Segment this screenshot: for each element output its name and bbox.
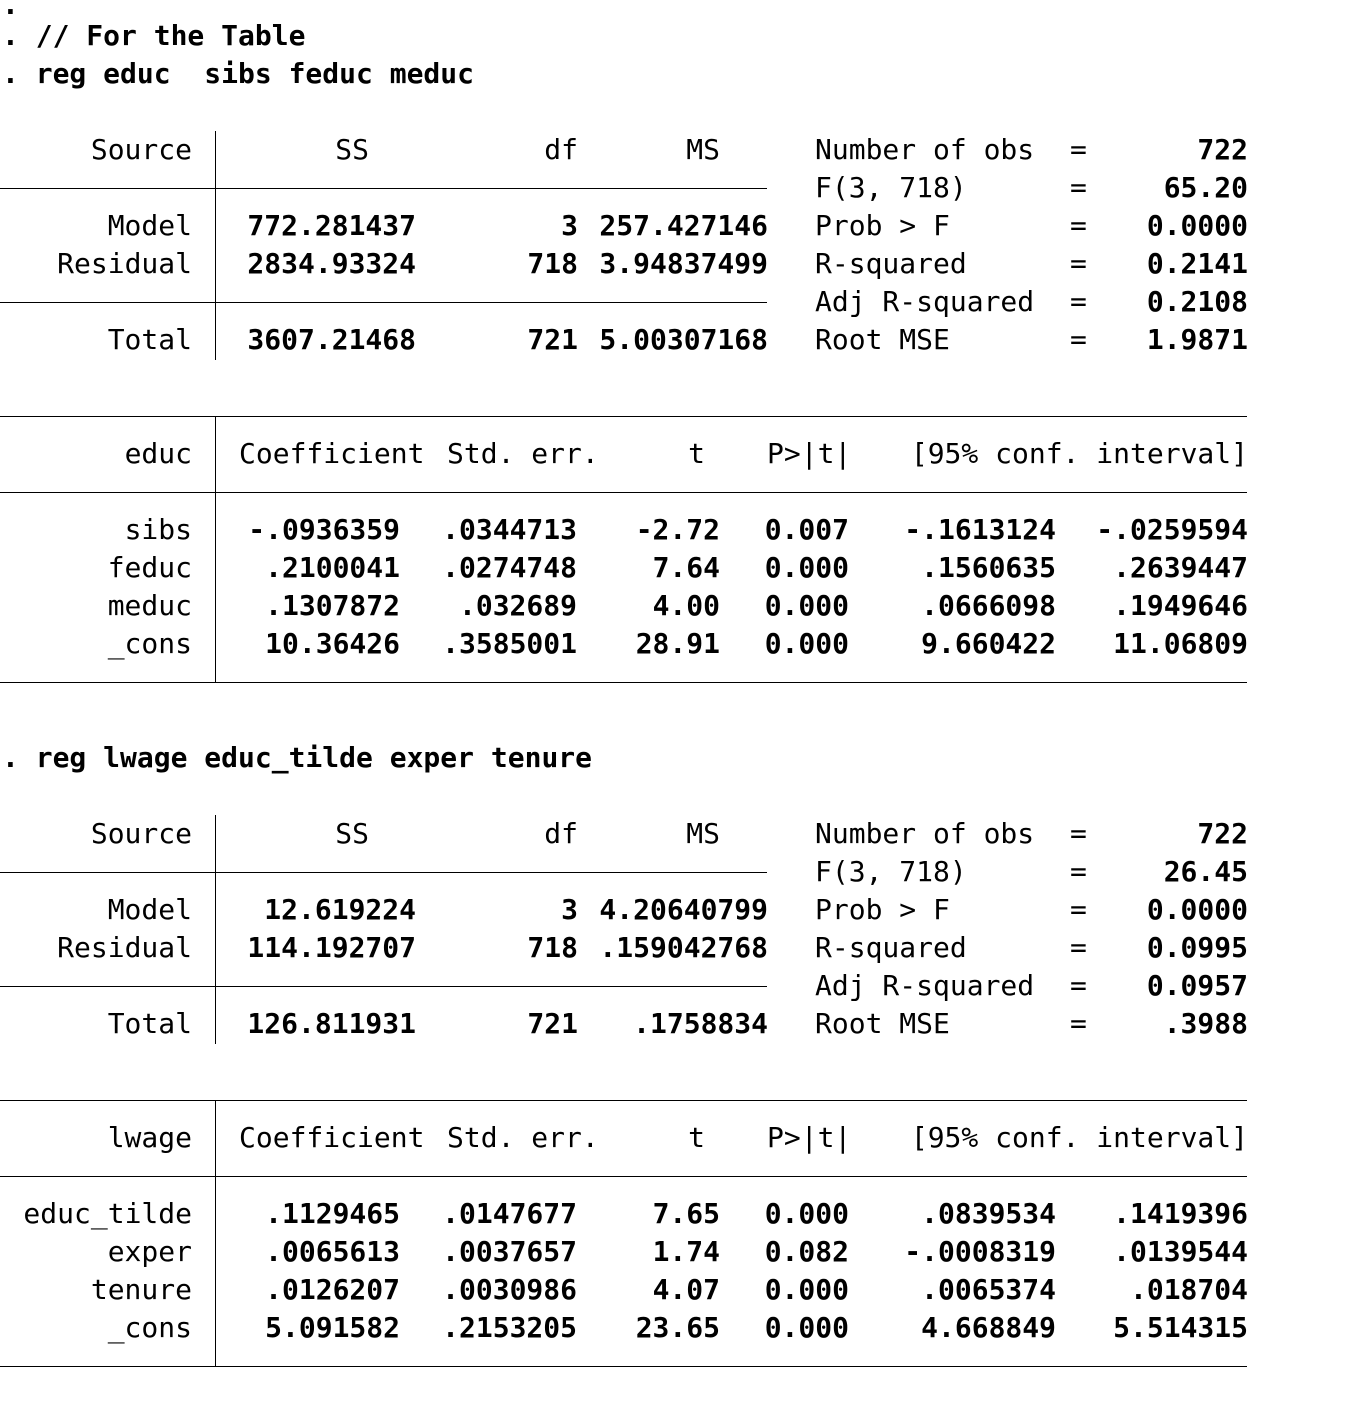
- anova-row-ss: 114.192707: [247, 931, 416, 964]
- anova-row-ms: 4.20640799: [599, 893, 768, 926]
- stat-value: 722: [1197, 133, 1248, 166]
- coef-header-std-err: Std. err.: [447, 437, 599, 470]
- coef-header-depvar: educ: [124, 437, 192, 470]
- coef-row-ci-low: .0839534: [921, 1197, 1056, 1230]
- stat-value: 0.2108: [1146, 285, 1248, 318]
- stat-label: Root MSE: [815, 323, 950, 356]
- coef-row-coefficient: 5.091582: [265, 1311, 400, 1344]
- anova-row-ms: .1758834: [633, 1007, 768, 1040]
- anova-row-ms: 5.00307168: [599, 323, 768, 356]
- coef-row-ci-high: 11.06809: [1113, 627, 1248, 660]
- anova-vertical-divider: [215, 815, 216, 1044]
- coef-header-coefficient: Coefficient: [239, 437, 425, 470]
- coef-header-coefficient: Coefficient: [239, 1121, 425, 1154]
- command-prompt-dot: .: [2, 0, 19, 21]
- stat-label: Number of obs: [815, 817, 1035, 850]
- coef-row-ci-high: .2639447: [1113, 551, 1248, 584]
- stat-equals: =: [1070, 323, 1087, 356]
- coef-row-ci-low: .0666098: [921, 589, 1056, 622]
- anova-row-label: Model: [107, 209, 192, 242]
- anova-row-ms: 257.427146: [599, 209, 768, 242]
- coef-row-p: 0.000: [764, 1197, 849, 1230]
- coef-row-std-err: .0037657: [442, 1235, 577, 1268]
- anova-row-df: 718: [527, 931, 578, 964]
- coef-header-p: P>|t|: [767, 1121, 852, 1154]
- stat-value: 1.9871: [1146, 323, 1248, 356]
- coef-row-ci-low: -.0008319: [904, 1235, 1056, 1268]
- coef-row-ci-low: .0065374: [921, 1273, 1056, 1306]
- stat-equals: =: [1070, 817, 1087, 850]
- stat-value: 26.45: [1163, 855, 1248, 888]
- anova-header-ms: MS: [686, 817, 720, 850]
- stat-value: 0.0000: [1146, 893, 1248, 926]
- coef-header-depvar: lwage: [107, 1121, 192, 1154]
- command-reg-lwage: . reg lwage educ_tilde exper tenure: [2, 741, 593, 774]
- stat-value: 722: [1197, 817, 1248, 850]
- coef-row-std-err: .032689: [458, 589, 577, 622]
- anova-header-ss: SS: [335, 817, 369, 850]
- stat-equals: =: [1070, 209, 1087, 242]
- anova-row-ss: 3607.21468: [247, 323, 416, 356]
- coef-row-t: 4.00: [652, 589, 720, 622]
- coef-top-rule: [0, 1100, 1247, 1101]
- anova-header-rule: [0, 872, 767, 873]
- stat-label: Adj R-squared: [815, 969, 1035, 1002]
- coef-header-t: t: [688, 437, 705, 470]
- coef-row-coefficient: 10.36426: [265, 627, 400, 660]
- stat-equals: =: [1070, 969, 1087, 1002]
- anova-row-df: 721: [527, 1007, 578, 1040]
- anova-total-rule: [0, 302, 767, 303]
- coef-row-coefficient: .1307872: [265, 589, 400, 622]
- coef-vertical-divider: [215, 416, 216, 683]
- coef-row-std-err: .0274748: [442, 551, 577, 584]
- coef-row-t: 28.91: [635, 627, 720, 660]
- coef-row-p: 0.000: [764, 1311, 849, 1344]
- coef-bottom-rule: [0, 1366, 1247, 1367]
- coef-row-p: 0.000: [764, 1273, 849, 1306]
- coef-header-ci: [95% conf. interval]: [910, 1121, 1248, 1154]
- anova-header-df: df: [544, 817, 578, 850]
- stat-label: Prob > F: [815, 893, 950, 926]
- coef-row-coefficient: .0126207: [265, 1273, 400, 1306]
- anova-row-label: Residual: [57, 247, 192, 280]
- stat-equals: =: [1070, 855, 1087, 888]
- coef-row-p: 0.000: [764, 627, 849, 660]
- coef-row-var: sibs: [124, 513, 192, 546]
- command-reg-educ: . reg educ sibs feduc meduc: [2, 57, 475, 90]
- coef-row-coefficient: .2100041: [265, 551, 400, 584]
- anova-header-df: df: [544, 133, 578, 166]
- stat-label: Prob > F: [815, 209, 950, 242]
- coef-row-t: 7.64: [652, 551, 720, 584]
- coef-row-std-err: .0030986: [442, 1273, 577, 1306]
- coef-row-std-err: .0147677: [442, 1197, 577, 1230]
- anova-row-label: Model: [107, 893, 192, 926]
- coef-row-ci-high: -.0259594: [1096, 513, 1248, 546]
- coef-row-ci-low: .1560635: [921, 551, 1056, 584]
- coef-row-std-err: .3585001: [442, 627, 577, 660]
- command-comment: . // For the Table: [2, 19, 306, 52]
- anova-header-ms: MS: [686, 133, 720, 166]
- coef-row-coefficient: -.0936359: [248, 513, 400, 546]
- coef-vertical-divider: [215, 1100, 216, 1367]
- stat-label: Number of obs: [815, 133, 1035, 166]
- coef-bottom-rule: [0, 682, 1247, 683]
- coef-row-t: 23.65: [635, 1311, 720, 1344]
- stat-value: 65.20: [1163, 171, 1248, 204]
- anova-row-label: Total: [107, 323, 192, 356]
- stat-value: 0.0995: [1146, 931, 1248, 964]
- anova-row-df: 3: [561, 893, 578, 926]
- anova-row-ss: 2834.93324: [247, 247, 416, 280]
- stat-equals: =: [1070, 285, 1087, 318]
- coef-row-p: 0.082: [764, 1235, 849, 1268]
- anova-row-label: Total: [107, 1007, 192, 1040]
- coef-row-ci-low: 4.668849: [921, 1311, 1056, 1344]
- anova-row-df: 718: [527, 247, 578, 280]
- coef-header-rule: [0, 492, 1247, 493]
- stat-value: 0.0000: [1146, 209, 1248, 242]
- coef-row-t: 1.74: [652, 1235, 720, 1268]
- stat-value: .3988: [1163, 1007, 1248, 1040]
- anova-header-source: Source: [90, 133, 192, 166]
- coef-row-var: tenure: [90, 1273, 192, 1306]
- coef-header-std-err: Std. err.: [447, 1121, 599, 1154]
- coef-header-t: t: [688, 1121, 705, 1154]
- coef-row-ci-low: 9.660422: [921, 627, 1056, 660]
- coef-row-coefficient: .1129465: [265, 1197, 400, 1230]
- coef-row-ci-low: -.1613124: [904, 513, 1056, 546]
- coef-row-p: 0.000: [764, 551, 849, 584]
- anova-row-label: Residual: [57, 931, 192, 964]
- stat-label: F(3, 718): [815, 171, 967, 204]
- anova-vertical-divider: [215, 131, 216, 360]
- anova-row-df: 3: [561, 209, 578, 242]
- coef-row-ci-high: .1949646: [1113, 589, 1248, 622]
- stat-label: Root MSE: [815, 1007, 950, 1040]
- coef-row-var: meduc: [107, 589, 192, 622]
- stat-equals: =: [1070, 931, 1087, 964]
- coef-row-var: _cons: [107, 627, 192, 660]
- anova-row-ms: 3.94837499: [599, 247, 768, 280]
- stat-equals: =: [1070, 133, 1087, 166]
- coef-header-p: P>|t|: [767, 437, 852, 470]
- stat-equals: =: [1070, 893, 1087, 926]
- coef-row-ci-high: .1419396: [1113, 1197, 1248, 1230]
- stat-label: R-squared: [815, 247, 967, 280]
- coef-row-t: -2.72: [635, 513, 720, 546]
- anova-row-ss: 126.811931: [247, 1007, 416, 1040]
- coef-row-var: exper: [107, 1235, 192, 1268]
- coef-row-var: feduc: [107, 551, 192, 584]
- stat-equals: =: [1070, 171, 1087, 204]
- stat-label: Adj R-squared: [815, 285, 1035, 318]
- coef-row-ci-high: 5.514315: [1113, 1311, 1248, 1344]
- coef-row-std-err: .2153205: [442, 1311, 577, 1344]
- anova-header-rule: [0, 188, 767, 189]
- coef-top-rule: [0, 416, 1247, 417]
- anova-header-source: Source: [90, 817, 192, 850]
- coef-row-t: 7.65: [652, 1197, 720, 1230]
- anova-row-df: 721: [527, 323, 578, 356]
- anova-row-ss: 772.281437: [247, 209, 416, 242]
- anova-total-rule: [0, 986, 767, 987]
- anova-row-ss: 12.619224: [264, 893, 416, 926]
- stat-equals: =: [1070, 247, 1087, 280]
- coef-row-ci-high: .0139544: [1113, 1235, 1248, 1268]
- coef-row-var: educ_tilde: [23, 1197, 192, 1230]
- coef-header-ci: [95% conf. interval]: [910, 437, 1248, 470]
- stat-label: R-squared: [815, 931, 967, 964]
- coef-row-t: 4.07: [652, 1273, 720, 1306]
- stat-equals: =: [1070, 1007, 1087, 1040]
- stat-value: 0.2141: [1146, 247, 1248, 280]
- coef-row-p: 0.000: [764, 589, 849, 622]
- coef-row-p: 0.007: [764, 513, 849, 546]
- coef-row-coefficient: .0065613: [265, 1235, 400, 1268]
- coef-row-std-err: .0344713: [442, 513, 577, 546]
- anova-header-ss: SS: [335, 133, 369, 166]
- anova-row-ms: .159042768: [599, 931, 768, 964]
- stat-label: F(3, 718): [815, 855, 967, 888]
- coef-row-ci-high: .018704: [1129, 1273, 1248, 1306]
- coef-header-rule: [0, 1176, 1247, 1177]
- coef-row-var: _cons: [107, 1311, 192, 1344]
- stat-value: 0.0957: [1146, 969, 1248, 1002]
